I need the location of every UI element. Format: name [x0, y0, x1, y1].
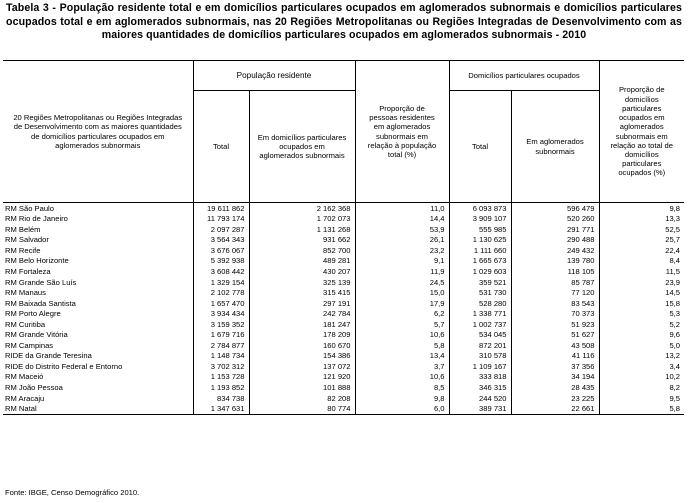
region-cell: RM Grande São Luís — [5, 277, 77, 287]
households-proportion-cell: 9,8 — [599, 203, 684, 214]
households-proportion-cell: 11,5 — [599, 266, 684, 277]
table-title: Tabela 3 - População residente total e em domicílios particulares ocupados em aglomerados subnormais e domicílios particulares ocupados total e em aglomerados subnormais, nas 20 Regiões Metropolitanas ou Regiões Integradas de Desenvolvimento com as maiores quantidades de domicílios particulares ocupados em aglomerados subnormais - 2010 — [6, 2, 682, 41]
header-population-group: População residente — [193, 61, 355, 91]
population-subnormal-cell: 137 072 — [249, 361, 355, 372]
table-row — [3, 340, 684, 351]
population-total-cell: 3 564 343 — [193, 235, 249, 246]
households-subnormal-cell: 51 627 — [511, 330, 599, 341]
population-proportion-cell: 9,8 — [355, 393, 449, 404]
households-subnormal-cell: 41 116 — [511, 351, 599, 362]
population-total-cell: 3 934 434 — [193, 308, 249, 319]
population-total-cell: 1 679 716 — [193, 330, 249, 341]
households-total-cell: 6 093 873 — [449, 203, 511, 214]
region-cell: RM Manaus — [5, 288, 46, 298]
households-total-cell: 346 315 — [449, 382, 511, 393]
households-subnormal-cell: 34 194 — [511, 372, 599, 383]
table-row — [3, 330, 684, 341]
households-proportion-cell: 22,4 — [599, 245, 684, 256]
region-cell: RM Natal — [3, 403, 193, 414]
households-subnormal-cell: 118 105 — [511, 266, 599, 277]
population-proportion-cell: 11,9 — [355, 266, 449, 277]
households-total-cell: 310 578 — [449, 351, 511, 362]
population-subnormal-cell: 154 386 — [249, 351, 355, 362]
population-proportion-cell: 6,0 — [355, 403, 449, 414]
population-subnormal-cell: 1 702 073 — [249, 214, 355, 225]
households-total-cell: 359 521 — [449, 277, 511, 288]
region-cell: RM Salvador — [5, 235, 49, 245]
table-row — [3, 277, 684, 288]
population-total-cell: 1 148 734 — [193, 351, 249, 362]
population-proportion-cell: 11,0 — [355, 203, 449, 214]
population-proportion-cell: 10,6 — [355, 372, 449, 383]
population-proportion-cell: 13,4 — [355, 351, 449, 362]
population-proportion-cell: 3,7 — [355, 361, 449, 372]
households-proportion-cell: 9,5 — [599, 393, 684, 404]
table-row — [3, 287, 684, 298]
households-total-cell: 872 201 — [449, 340, 511, 351]
households-proportion-cell: 15,8 — [599, 298, 684, 309]
households-subnormal-cell: 520 260 — [511, 214, 599, 225]
households-subnormal-cell: 51 923 — [511, 319, 599, 330]
header-population-subnormal: Em domicílios particulares ocupados em aglomerados subnormais — [249, 91, 355, 203]
region-cell: RM Grande Vitória — [5, 330, 68, 340]
population-total-cell: 1 657 470 — [193, 298, 249, 309]
population-subnormal-cell: 297 191 — [249, 298, 355, 309]
population-total-cell: 2 102 778 — [193, 287, 249, 298]
population-subnormal-cell: 1 131 268 — [249, 224, 355, 235]
households-total-cell: 1 338 771 — [449, 308, 511, 319]
population-total-cell: 1 329 154 — [193, 277, 249, 288]
population-subnormal-cell: 178 209 — [249, 330, 355, 341]
table-body — [3, 203, 684, 415]
region-cell: RM Baixada Santista — [5, 298, 76, 308]
households-subnormal-cell: 139 780 — [511, 256, 599, 267]
region-cell: RIDE do Distrito Federal e Entorno — [5, 361, 123, 371]
region-cell: RM Maceió — [5, 372, 44, 382]
households-subnormal-cell: 77 120 — [511, 287, 599, 298]
header-households-proportion: Proporção de domicílios particulares ocupados em aglomerados subnormais em relação ao total de domicílios particulares ocupados (%) — [599, 61, 684, 203]
population-total-cell: 834 738 — [193, 393, 249, 404]
population-total-cell: 3 159 352 — [193, 319, 249, 330]
households-proportion-cell: 5,2 — [599, 319, 684, 330]
table-row — [3, 361, 684, 372]
table-row — [3, 403, 684, 414]
table-row — [3, 351, 684, 362]
population-subnormal-cell: 852 700 — [249, 245, 355, 256]
population-total-cell: 1 153 728 — [193, 372, 249, 383]
households-proportion-cell: 52,5 — [599, 224, 684, 235]
table-row — [3, 319, 684, 330]
households-total-cell: 531 730 — [449, 287, 511, 298]
header-population-total: Total — [193, 91, 249, 203]
households-subnormal-cell: 291 771 — [511, 224, 599, 235]
population-proportion-cell: 10,6 — [355, 330, 449, 341]
header-households-group: Domicílios particulares ocupados — [449, 61, 599, 91]
population-subnormal-cell: 325 139 — [249, 277, 355, 288]
population-proportion-cell: 53,9 — [355, 224, 449, 235]
header-households-total: Total — [449, 91, 511, 203]
households-proportion-cell: 10,2 — [599, 372, 684, 383]
households-subnormal-cell: 596 479 — [511, 203, 599, 214]
households-total-cell: 1 130 625 — [449, 235, 511, 246]
households-proportion-cell: 5,3 — [599, 308, 684, 319]
households-proportion-cell: 13,3 — [599, 214, 684, 225]
population-proportion-cell: 17,9 — [355, 298, 449, 309]
households-subnormal-cell: 85 787 — [511, 277, 599, 288]
population-total-cell: 3 702 312 — [193, 361, 249, 372]
households-total-cell: 534 045 — [449, 330, 511, 341]
data-table — [3, 60, 684, 415]
households-total-cell: 1 111 660 — [449, 245, 511, 256]
region-cell: RM Aracaju — [5, 393, 45, 403]
households-proportion-cell: 13,2 — [599, 351, 684, 362]
header-region: 20 Regiões Metropolitanas ou Regiões Integradas de Desenvolvimento com as maiores quantidades de domicílios particulares ocupados em aglomerados subnormais — [3, 61, 193, 203]
population-proportion-cell: 6,2 — [355, 308, 449, 319]
households-subnormal-cell: 70 373 — [511, 308, 599, 319]
region-cell: RM Porto Alegre — [5, 309, 61, 319]
population-subnormal-cell: 430 207 — [249, 266, 355, 277]
population-proportion-cell: 26,1 — [355, 235, 449, 246]
region-cell: RM Rio de Janeiro — [5, 214, 68, 224]
table-row — [3, 382, 684, 393]
region-cell: RM Belém — [5, 224, 41, 234]
population-total-cell: 19 611 862 — [193, 203, 249, 214]
households-total-cell: 555 985 — [449, 224, 511, 235]
population-subnormal-cell: 931 662 — [249, 235, 355, 246]
table-row — [3, 214, 684, 225]
population-total-cell: 1 193 852 — [193, 382, 249, 393]
households-subnormal-cell: 37 356 — [511, 361, 599, 372]
table-row — [3, 256, 684, 267]
population-proportion-cell: 5,7 — [355, 319, 449, 330]
table-row — [3, 308, 684, 319]
population-total-cell: 5 392 938 — [193, 256, 249, 267]
households-total-cell: 1 029 603 — [449, 266, 511, 277]
households-total-cell: 1 002 737 — [449, 319, 511, 330]
households-total-cell: 1 109 167 — [449, 361, 511, 372]
region-cell: RM São Paulo — [5, 203, 54, 213]
population-subnormal-cell: 181 247 — [249, 319, 355, 330]
households-proportion-cell: 23,9 — [599, 277, 684, 288]
households-proportion-cell: 5,8 — [599, 403, 684, 414]
households-subnormal-cell: 28 435 — [511, 382, 599, 393]
population-subnormal-cell: 160 670 — [249, 340, 355, 351]
table-row — [3, 245, 684, 256]
households-total-cell: 3 909 107 — [449, 214, 511, 225]
households-subnormal-cell: 43 508 — [511, 340, 599, 351]
households-subnormal-cell: 290 488 — [511, 235, 599, 246]
table-row — [3, 235, 684, 246]
households-proportion-cell: 9,6 — [599, 330, 684, 341]
region-cell: RM Recife — [5, 245, 41, 255]
population-subnormal-cell: 80 774 — [249, 403, 355, 414]
region-cell: RM Fortaleza — [5, 266, 51, 276]
population-subnormal-cell: 242 784 — [249, 308, 355, 319]
region-cell: RM João Pessoa — [5, 382, 63, 392]
region-cell: RM Belo Horizonte — [5, 256, 69, 266]
population-proportion-cell: 5,8 — [355, 340, 449, 351]
header-households-subnormal: Em aglomerados subnormais — [511, 91, 599, 203]
table-row — [3, 372, 684, 383]
population-proportion-cell: 14,4 — [355, 214, 449, 225]
households-proportion-cell: 5,0 — [599, 340, 684, 351]
households-total-cell: 389 731 — [449, 403, 511, 414]
population-proportion-cell: 23,2 — [355, 245, 449, 256]
population-total-cell: 3 608 442 — [193, 266, 249, 277]
population-subnormal-cell: 315 415 — [249, 287, 355, 298]
population-subnormal-cell: 489 281 — [249, 256, 355, 267]
table-row — [3, 203, 684, 214]
households-total-cell: 1 665 673 — [449, 256, 511, 267]
table-row — [3, 393, 684, 404]
households-subnormal-cell: 83 543 — [511, 298, 599, 309]
households-subnormal-cell: 249 432 — [511, 245, 599, 256]
table-row — [3, 224, 684, 235]
population-total-cell: 2 097 287 — [193, 224, 249, 235]
region-cell: RIDE da Grande Teresina — [5, 351, 92, 361]
households-total-cell: 244 520 — [449, 393, 511, 404]
households-total-cell: 528 280 — [449, 298, 511, 309]
households-proportion-cell: 25,7 — [599, 235, 684, 246]
region-cell: RM Campinas — [5, 340, 54, 350]
households-total-cell: 333 818 — [449, 372, 511, 383]
population-subnormal-cell: 101 888 — [249, 382, 355, 393]
population-proportion-cell: 24,5 — [355, 277, 449, 288]
households-subnormal-cell: 22 661 — [511, 403, 599, 414]
population-total-cell: 3 676 067 — [193, 245, 249, 256]
population-proportion-cell: 8,5 — [355, 382, 449, 393]
population-total-cell: 11 793 174 — [193, 214, 249, 225]
households-proportion-cell: 8,4 — [599, 256, 684, 267]
population-subnormal-cell: 82 208 — [249, 393, 355, 404]
households-proportion-cell: 8,2 — [599, 382, 684, 393]
source-note: Fonte: IBGE, Censo Demográfico 2010. — [5, 488, 140, 497]
households-proportion-cell: 14,5 — [599, 287, 684, 298]
households-subnormal-cell: 23 225 — [511, 393, 599, 404]
header-population-proportion: Proporção de pessoas residentes em aglomerados subnormais em relação à população total (%) — [355, 61, 449, 203]
region-cell: RM Curitiba — [5, 319, 46, 329]
households-proportion-cell: 3,4 — [599, 361, 684, 372]
population-proportion-cell: 15,0 — [355, 287, 449, 298]
table-row — [3, 266, 684, 277]
population-total-cell: 2 784 877 — [193, 340, 249, 351]
population-subnormal-cell: 121 920 — [249, 372, 355, 383]
population-proportion-cell: 9,1 — [355, 256, 449, 267]
population-subnormal-cell: 2 162 368 — [249, 203, 355, 214]
table-row — [3, 298, 684, 309]
population-total-cell: 1 347 631 — [193, 403, 249, 414]
